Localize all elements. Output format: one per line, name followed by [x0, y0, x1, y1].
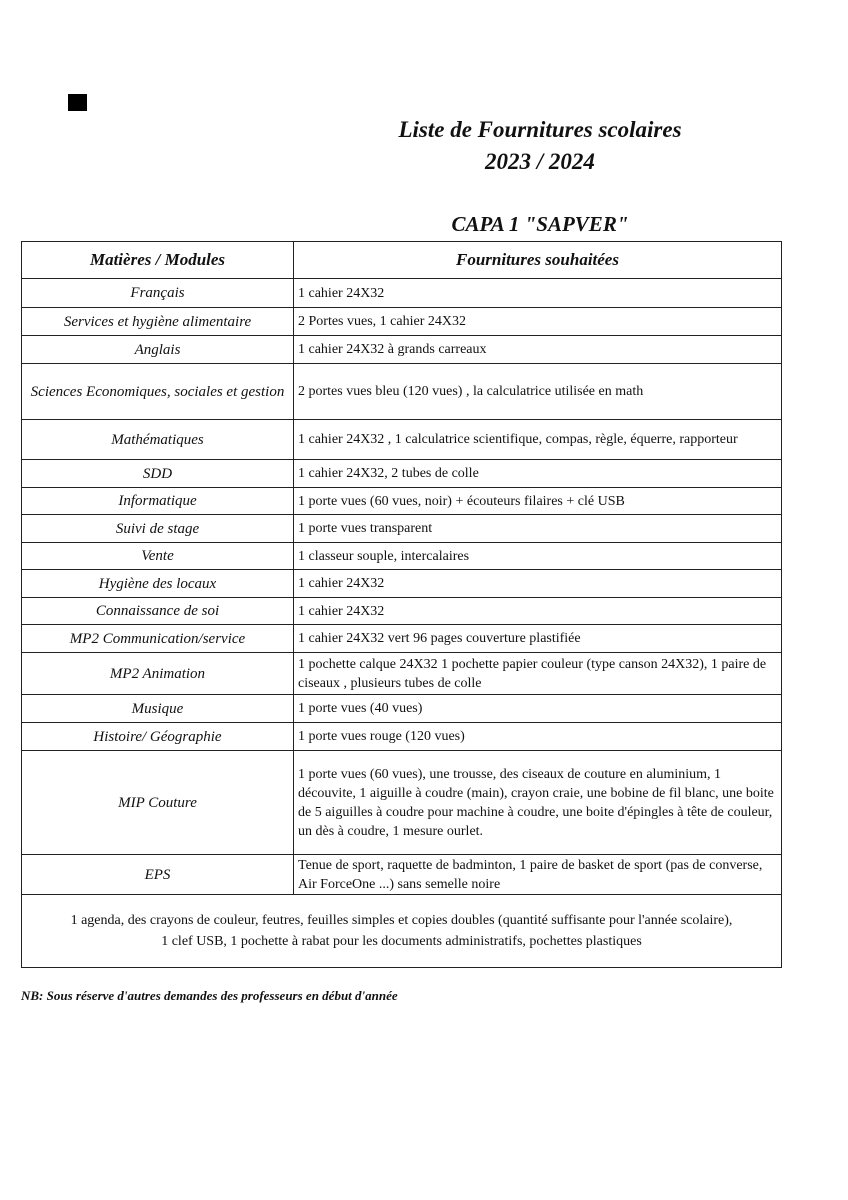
page-title: Liste de Fournitures scolaires — [398, 117, 682, 142]
supplies-cell: 2 Portes vues, 1 cahier 24X32 — [294, 308, 782, 336]
table-header-row — [22, 242, 782, 279]
supplies-table — [21, 241, 782, 968]
table-row — [22, 279, 782, 308]
subject-cell: MIP Couture — [22, 751, 294, 855]
supplies-cell: 1 cahier 24X32 , 1 calculatrice scientifique, compas, règle, équerre, rapporteur — [294, 420, 782, 460]
table-row — [22, 543, 782, 570]
supplies-cell: 1 cahier 24X32 — [294, 598, 782, 625]
supplies-cell: 1 cahier 24X32 — [294, 570, 782, 598]
subject-cell: Sciences Economiques, sociales et gestion — [22, 364, 294, 420]
school-year: 2023 / 2024 — [485, 149, 595, 174]
supplies-cell: 1 porte vues (60 vues, noir) + écouteurs filaires + clé USB — [294, 488, 782, 515]
table-row — [22, 570, 782, 598]
supplies-cell: 1 porte vues (60 vues), une trousse, des ciseaux de couture en aluminium, 1 découvite, 1 aiguille à coudre (main), crayon craie, une bobine de fil blanc, une boite de 5 aiguilles à coudre pour machine à coudre, une boite d'épingles à tête de couleur, un dès à coudre, 1 mesure ourlet. — [294, 751, 782, 855]
table-row — [22, 308, 782, 336]
supplies-cell: 2 portes vues bleu (120 vues) , la calculatrice utilisée en math — [294, 364, 782, 420]
table-row — [22, 855, 782, 895]
general-supplies-line: 1 agenda, des crayons de couleur, feutres, feuilles simples et copies doubles (quantité suffisante pour l'année scolaire), — [70, 913, 733, 928]
table-row — [22, 515, 782, 543]
supplies-cell: 1 cahier 24X32 à grands carreaux — [294, 336, 782, 364]
subject-cell: MP2 Animation — [22, 653, 294, 695]
table-row — [22, 723, 782, 751]
subject-cell: Musique — [22, 695, 294, 723]
subject-cell: EPS — [22, 855, 294, 895]
general-supplies-line: 1 clef USB, 1 pochette à rabat pour les documents administratifs, pochettes plastiques — [161, 934, 642, 949]
supplies-cell: 1 classeur souple, intercalaires — [294, 543, 782, 570]
subject-cell: MP2 Communication/service — [22, 625, 294, 653]
table-row — [22, 653, 782, 695]
supplies-cell: 1 porte vues transparent — [294, 515, 782, 543]
subject-cell: Vente — [22, 543, 294, 570]
subject-cell: Histoire/ Géographie — [22, 723, 294, 751]
column-header-subjects: Matières / Modules — [22, 242, 294, 279]
subject-cell: Informatique — [22, 488, 294, 515]
subject-cell: Français — [22, 279, 294, 308]
subject-cell: Services et hygiène alimentaire — [22, 308, 294, 336]
supplies-cell: 1 pochette calque 24X32 1 pochette papier couleur (type canson 24X32), 1 paire de ciseaux , plusieurs tubes de colle — [294, 653, 782, 695]
supplies-cell: 1 porte vues rouge (120 vues) — [294, 723, 782, 751]
table-row — [22, 695, 782, 723]
table-row — [22, 751, 782, 855]
subject-cell: Hygiène des locaux — [22, 570, 294, 598]
table-row — [22, 336, 782, 364]
supplies-cell: 1 cahier 24X32 — [294, 279, 782, 308]
subject-cell: Suivi de stage — [22, 515, 294, 543]
general-supplies-cell — [22, 895, 782, 968]
subject-cell: SDD — [22, 460, 294, 488]
table-row — [22, 598, 782, 625]
table-row — [22, 364, 782, 420]
footnote: NB: Sous réserve d'autres demandes des professeurs en début d'année — [21, 988, 398, 1003]
subject-cell: Connaissance de soi — [22, 598, 294, 625]
table-row — [22, 488, 782, 515]
table-row — [22, 460, 782, 488]
table-row — [22, 625, 782, 653]
subject-cell: Mathématiques — [22, 420, 294, 460]
table-row — [22, 420, 782, 460]
table-footer-row — [22, 895, 782, 968]
subject-cell: Anglais — [22, 336, 294, 364]
supplies-cell: 1 cahier 24X32, 2 tubes de colle — [294, 460, 782, 488]
class-name: CAPA 1 "SAPVER" — [451, 212, 629, 236]
corner-mark — [68, 94, 87, 111]
supplies-cell: Tenue de sport, raquette de badminton, 1 paire de basket de sport (pas de converse, Air ForceOne ...) sans semelle noire — [294, 855, 782, 895]
supplies-cell: 1 cahier 24X32 vert 96 pages couverture plastifiée — [294, 625, 782, 653]
supplies-cell: 1 porte vues (40 vues) — [294, 695, 782, 723]
column-header-supplies: Fournitures souhaitées — [294, 242, 782, 279]
